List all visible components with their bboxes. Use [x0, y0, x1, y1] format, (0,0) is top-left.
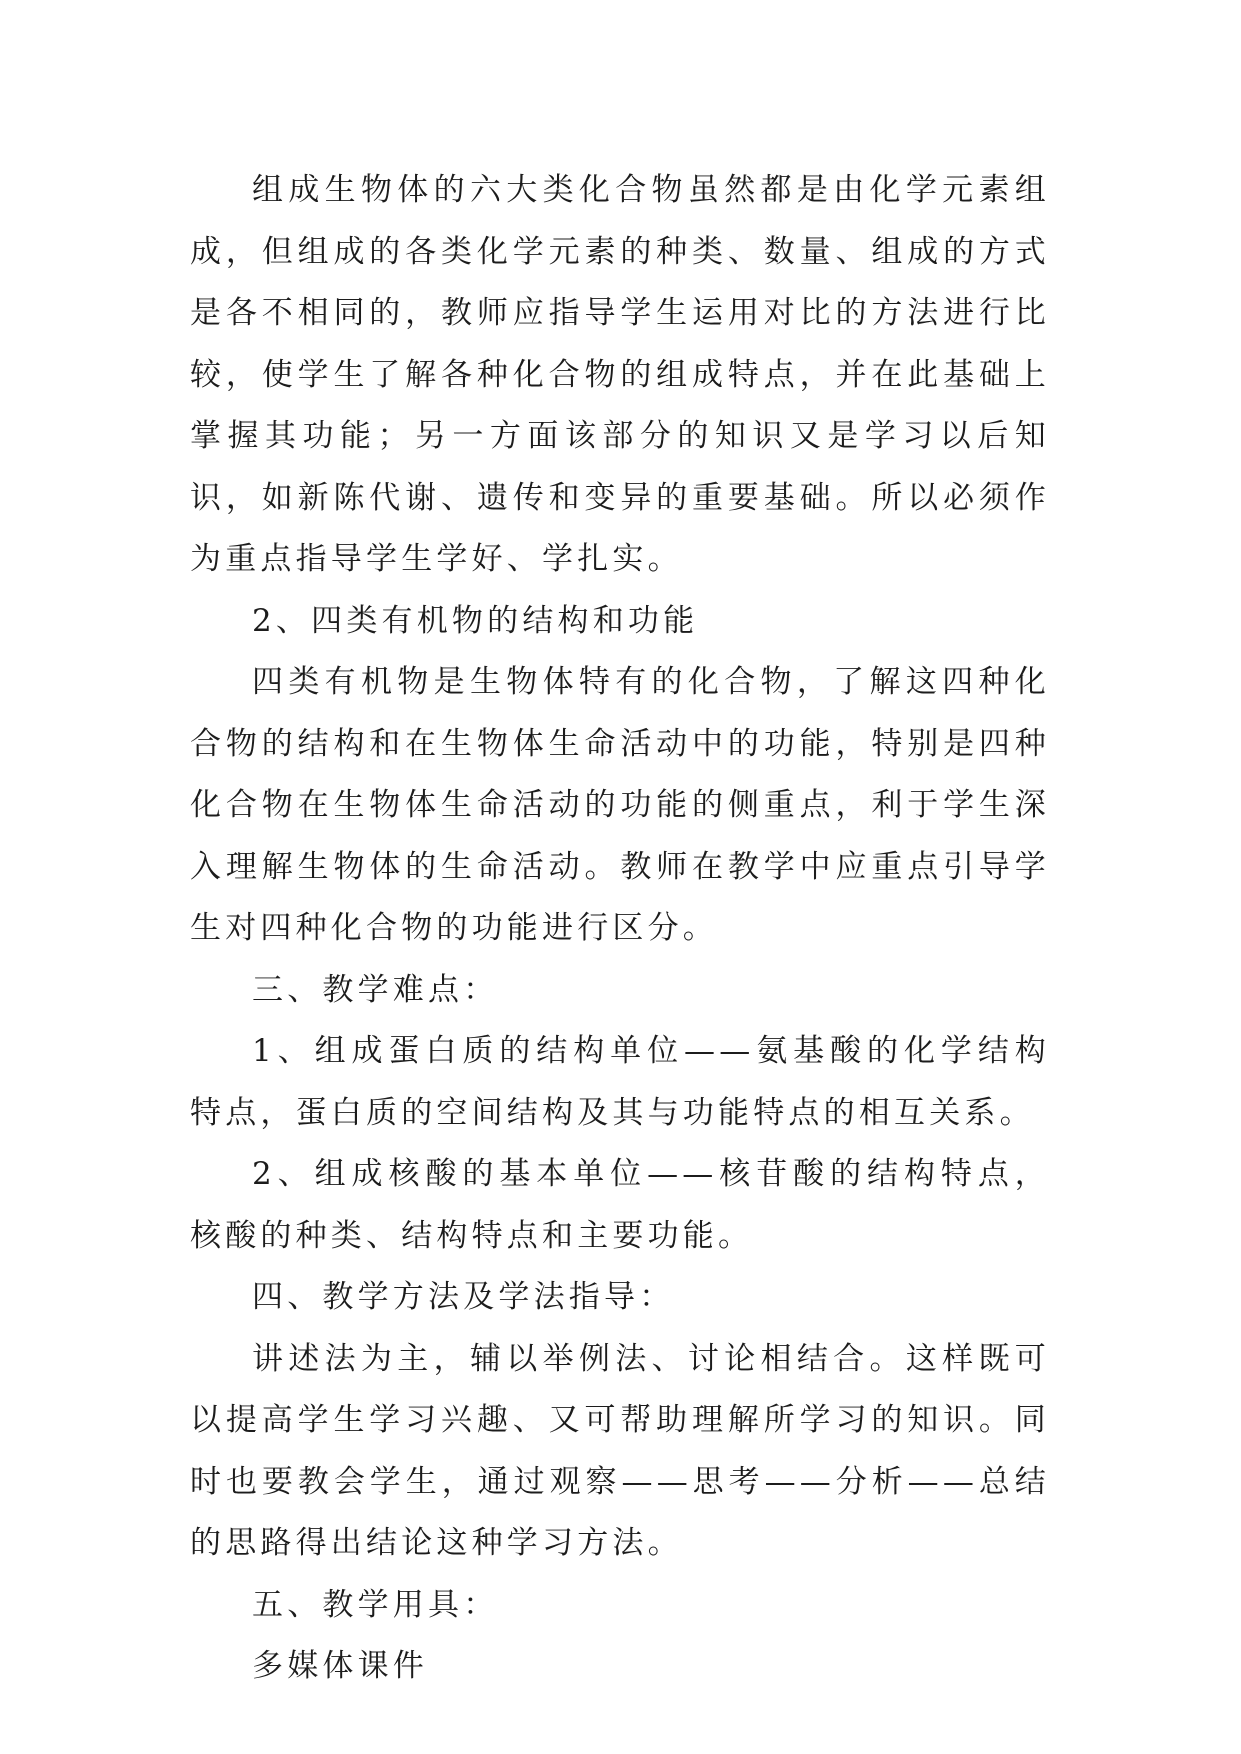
- paragraph-compounds-composition: 组成生物体的六大类化合物虽然都是由化学元素组成，但组成的各类化学元素的种类、数量、组成的方式是各不相同的，教师应指导学生运用对比的方法进行比较，使学生了解各种化合物的组成特点，并在此基础上掌握其功能；另一方面该部分的知识又是学习以后知识，如新陈代谢、遗传和变异的重要基础。所以必须作为重点指导学生学好、学扎实。: [190, 172, 1050, 577]
- document-body: [190, 160, 1050, 1698]
- paragraph-difficulty-protein: 1、组成蛋白质的结构单位——氨基酸的化学结构特点，蛋白质的空间结构及其与功能特点的相互关系。: [190, 1033, 1050, 1131]
- heading-organic-structure-function: 2、四类有机物的结构和功能: [252, 602, 699, 639]
- heading-teaching-tools: 五、教学用具：: [252, 1586, 499, 1623]
- heading-teaching-methods: 四、教学方法及学法指导：: [252, 1279, 675, 1315]
- paragraph-teaching-tools: 多媒体课件: [252, 1648, 428, 1684]
- heading-teaching-difficulties: 三、教学难点：: [252, 971, 499, 1008]
- paragraph-teaching-methods: 讲述法为主，辅以举例法、讨论相结合。这样既可以提高学生学习兴趣、又可帮助理解所学习的知识。同时也要教会学生，通过观察——思考——分析——总结的思路得出结论这种学习方法。: [190, 1340, 1050, 1561]
- paragraph-organic-compounds: 四类有机物是生物体特有的化合物，了解这四种化合物的结构和在生物体生命活动中的功能，特别是四种化合物在生物体生命活动的功能的侧重点，利于学生深入理解生物体的生命活动。教师在教学中应重点引导学生对四种化合物的功能进行区分。: [190, 664, 1050, 946]
- paragraph-difficulty-nucleic-acid: 2、组成核酸的基本单位——核苷酸的结构特点，核酸的种类、结构特点和主要功能。: [190, 1156, 1050, 1254]
